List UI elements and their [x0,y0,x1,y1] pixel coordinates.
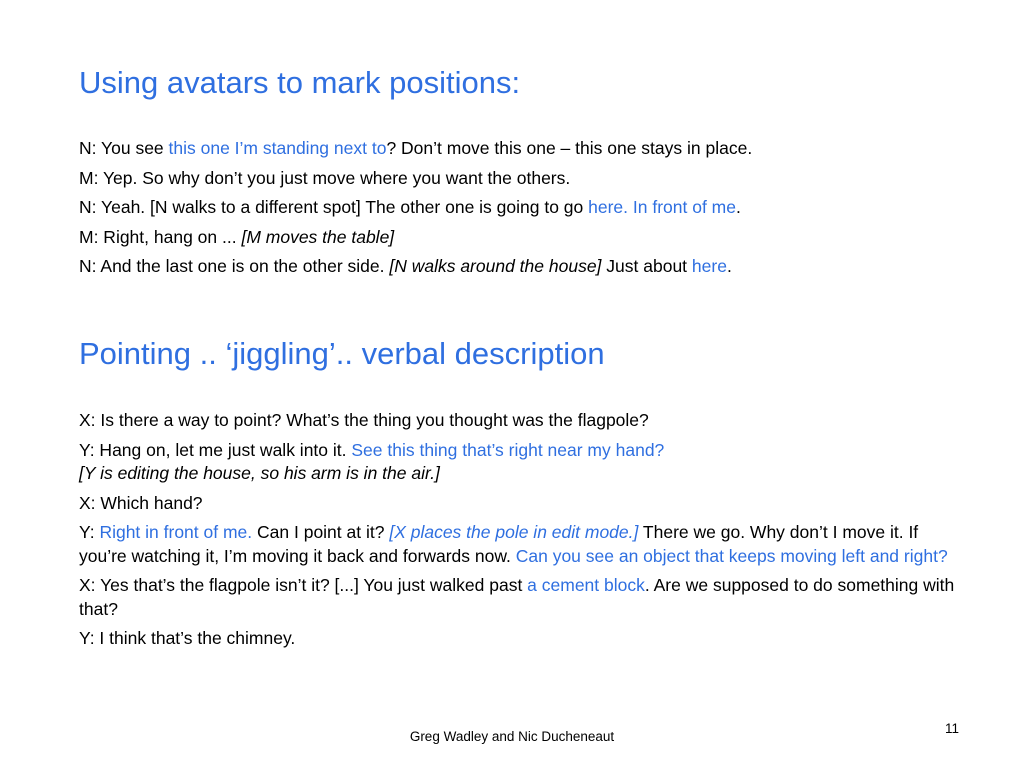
transcript-segment: M: Right, hang on ... [79,226,242,247]
transcript-segment: ? Don’t move this one – this one stays in place. [386,138,753,158]
transcript-segment: Just about [601,256,692,276]
footer-authors: Greg Wadley and Nic Ducheneaut [409,729,615,744]
transcript-line [79,226,969,250]
page-number: 11 [944,721,959,736]
transcript-line [79,627,969,651]
transcript-segment: [N walks around the house] [389,256,602,276]
transcript-segment: N: Yeah. [N walks to a different spot] The other one is going to go [79,197,589,217]
transcript-segment: this one I’m standing next to [168,138,387,158]
transcript-line [79,167,969,191]
transcript-segment: [X places the pole in edit mode.] [389,522,639,542]
transcript-segment: [Y is editing the house, so his arm is in the air.] [79,463,440,483]
transcript-line [79,196,969,220]
section-title-avatars: Using avatars to mark positions: [79,65,521,100]
transcript-segment: Y: [79,522,100,542]
transcript-line [79,574,969,621]
transcript-segment: X: Which hand? [79,492,203,513]
transcript-segment: Y: I think that’s the chimney. [79,628,296,648]
transcript-line [79,255,969,279]
transcript-segment: N: And the last one is on the other side. [79,256,390,276]
section-title-pointing: Pointing .. ‘jiggling’.. verbal description [79,336,605,371]
transcript-segment: Can I point at it? [252,522,390,542]
transcript-segment: X: Is there a way to point? What’s the thing you thought was the flagpole? [79,410,649,430]
transcript-segment: . [726,256,732,276]
transcript-block-avatars [79,137,969,285]
transcript-block-pointing [79,409,969,657]
transcript-line [79,492,969,516]
transcript-segment: M: Yep. So why don’t you just move where you want the others. [79,167,571,188]
transcript-line [79,439,969,486]
transcript-line [79,521,969,568]
transcript-segment: X: Yes that’s the flagpole isn’t it? [...] You just walked past [79,575,528,595]
transcript-segment: See this thing that’s right near my hand? [351,439,665,460]
transcript-segment: Y: Hang on, let me just walk into it. [79,439,352,460]
transcript-segment: [M moves the table] [241,226,395,247]
transcript-segment: here. In front of me [588,197,736,217]
transcript-segment: . Are we supposed to do something with that? [79,575,955,619]
transcript-segment: N: You see [79,138,169,158]
transcript-segment: here [691,256,727,276]
transcript-line [79,409,969,433]
transcript-segment: Can you see an object that keeps moving left and right? [515,545,948,566]
transcript-segment: . [735,197,741,217]
transcript-segment: a cement block [527,575,645,595]
transcript-line [79,137,969,161]
transcript-segment: Right in front of me. [99,522,253,542]
transcript-segment: There we go. Why don’t I move it. If you’re watching it, I’m moving it back and forwards now. [79,522,919,566]
